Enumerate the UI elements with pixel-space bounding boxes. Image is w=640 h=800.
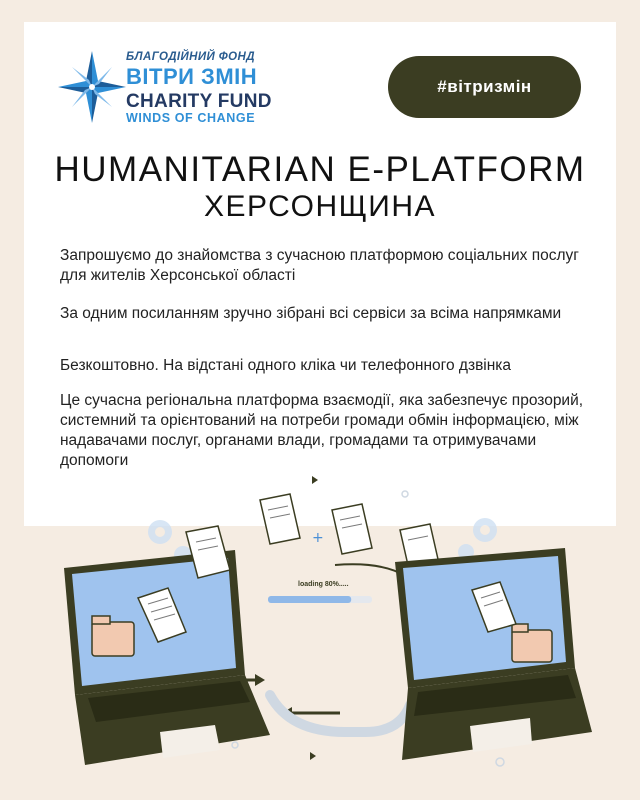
compass-star-icon [58, 50, 128, 124]
logo-line-charity-en: CHARITY FUND [126, 90, 272, 112]
logo-line-name-ua: ВІТРИ ЗМІН [126, 63, 258, 89]
page-title: HUMANITARIAN E-PLATFORM [54, 150, 586, 189]
logo-text [126, 52, 272, 124]
paragraph-description: Це сучасна регіональна платформа взаємодії, яка забезпечує прозорий, системний та орієнтований на потреби громади обмін інформацією, між надавачами послуг, органами влади, громадами та отримувачами допомоги [60, 392, 584, 469]
folder-icon [512, 624, 552, 662]
paragraph-services: За одним посиланням зручно зібрані всі сервіси за всіма напрямками [60, 305, 562, 322]
page-subtitle: ХЕРСОНЩИНА [203, 190, 437, 223]
logo-line-name-en: WINDS OF CHANGE [126, 110, 256, 125]
logo-line-charity-ua: БЛАГОДІЙНИЙ ФОНД [126, 51, 255, 63]
right-laptop [395, 548, 592, 760]
folder-icon [92, 616, 134, 656]
left-laptop [64, 550, 270, 765]
loading-label: loading 80%..... [298, 581, 349, 588]
paragraph-intro: Запрошуємо до знайомства з сучасною платформою соціальних послуг для жителів Херсонської області [60, 247, 579, 284]
hashtag-badge: #вітризмін [388, 56, 581, 118]
paragraph-free: Безкоштовно. На відстані одного кліка чи телефонного дзвінка [60, 357, 512, 374]
svg-text:+: + [312, 530, 324, 546]
illustration [0, 470, 640, 800]
loading-bar-fill [268, 596, 351, 603]
